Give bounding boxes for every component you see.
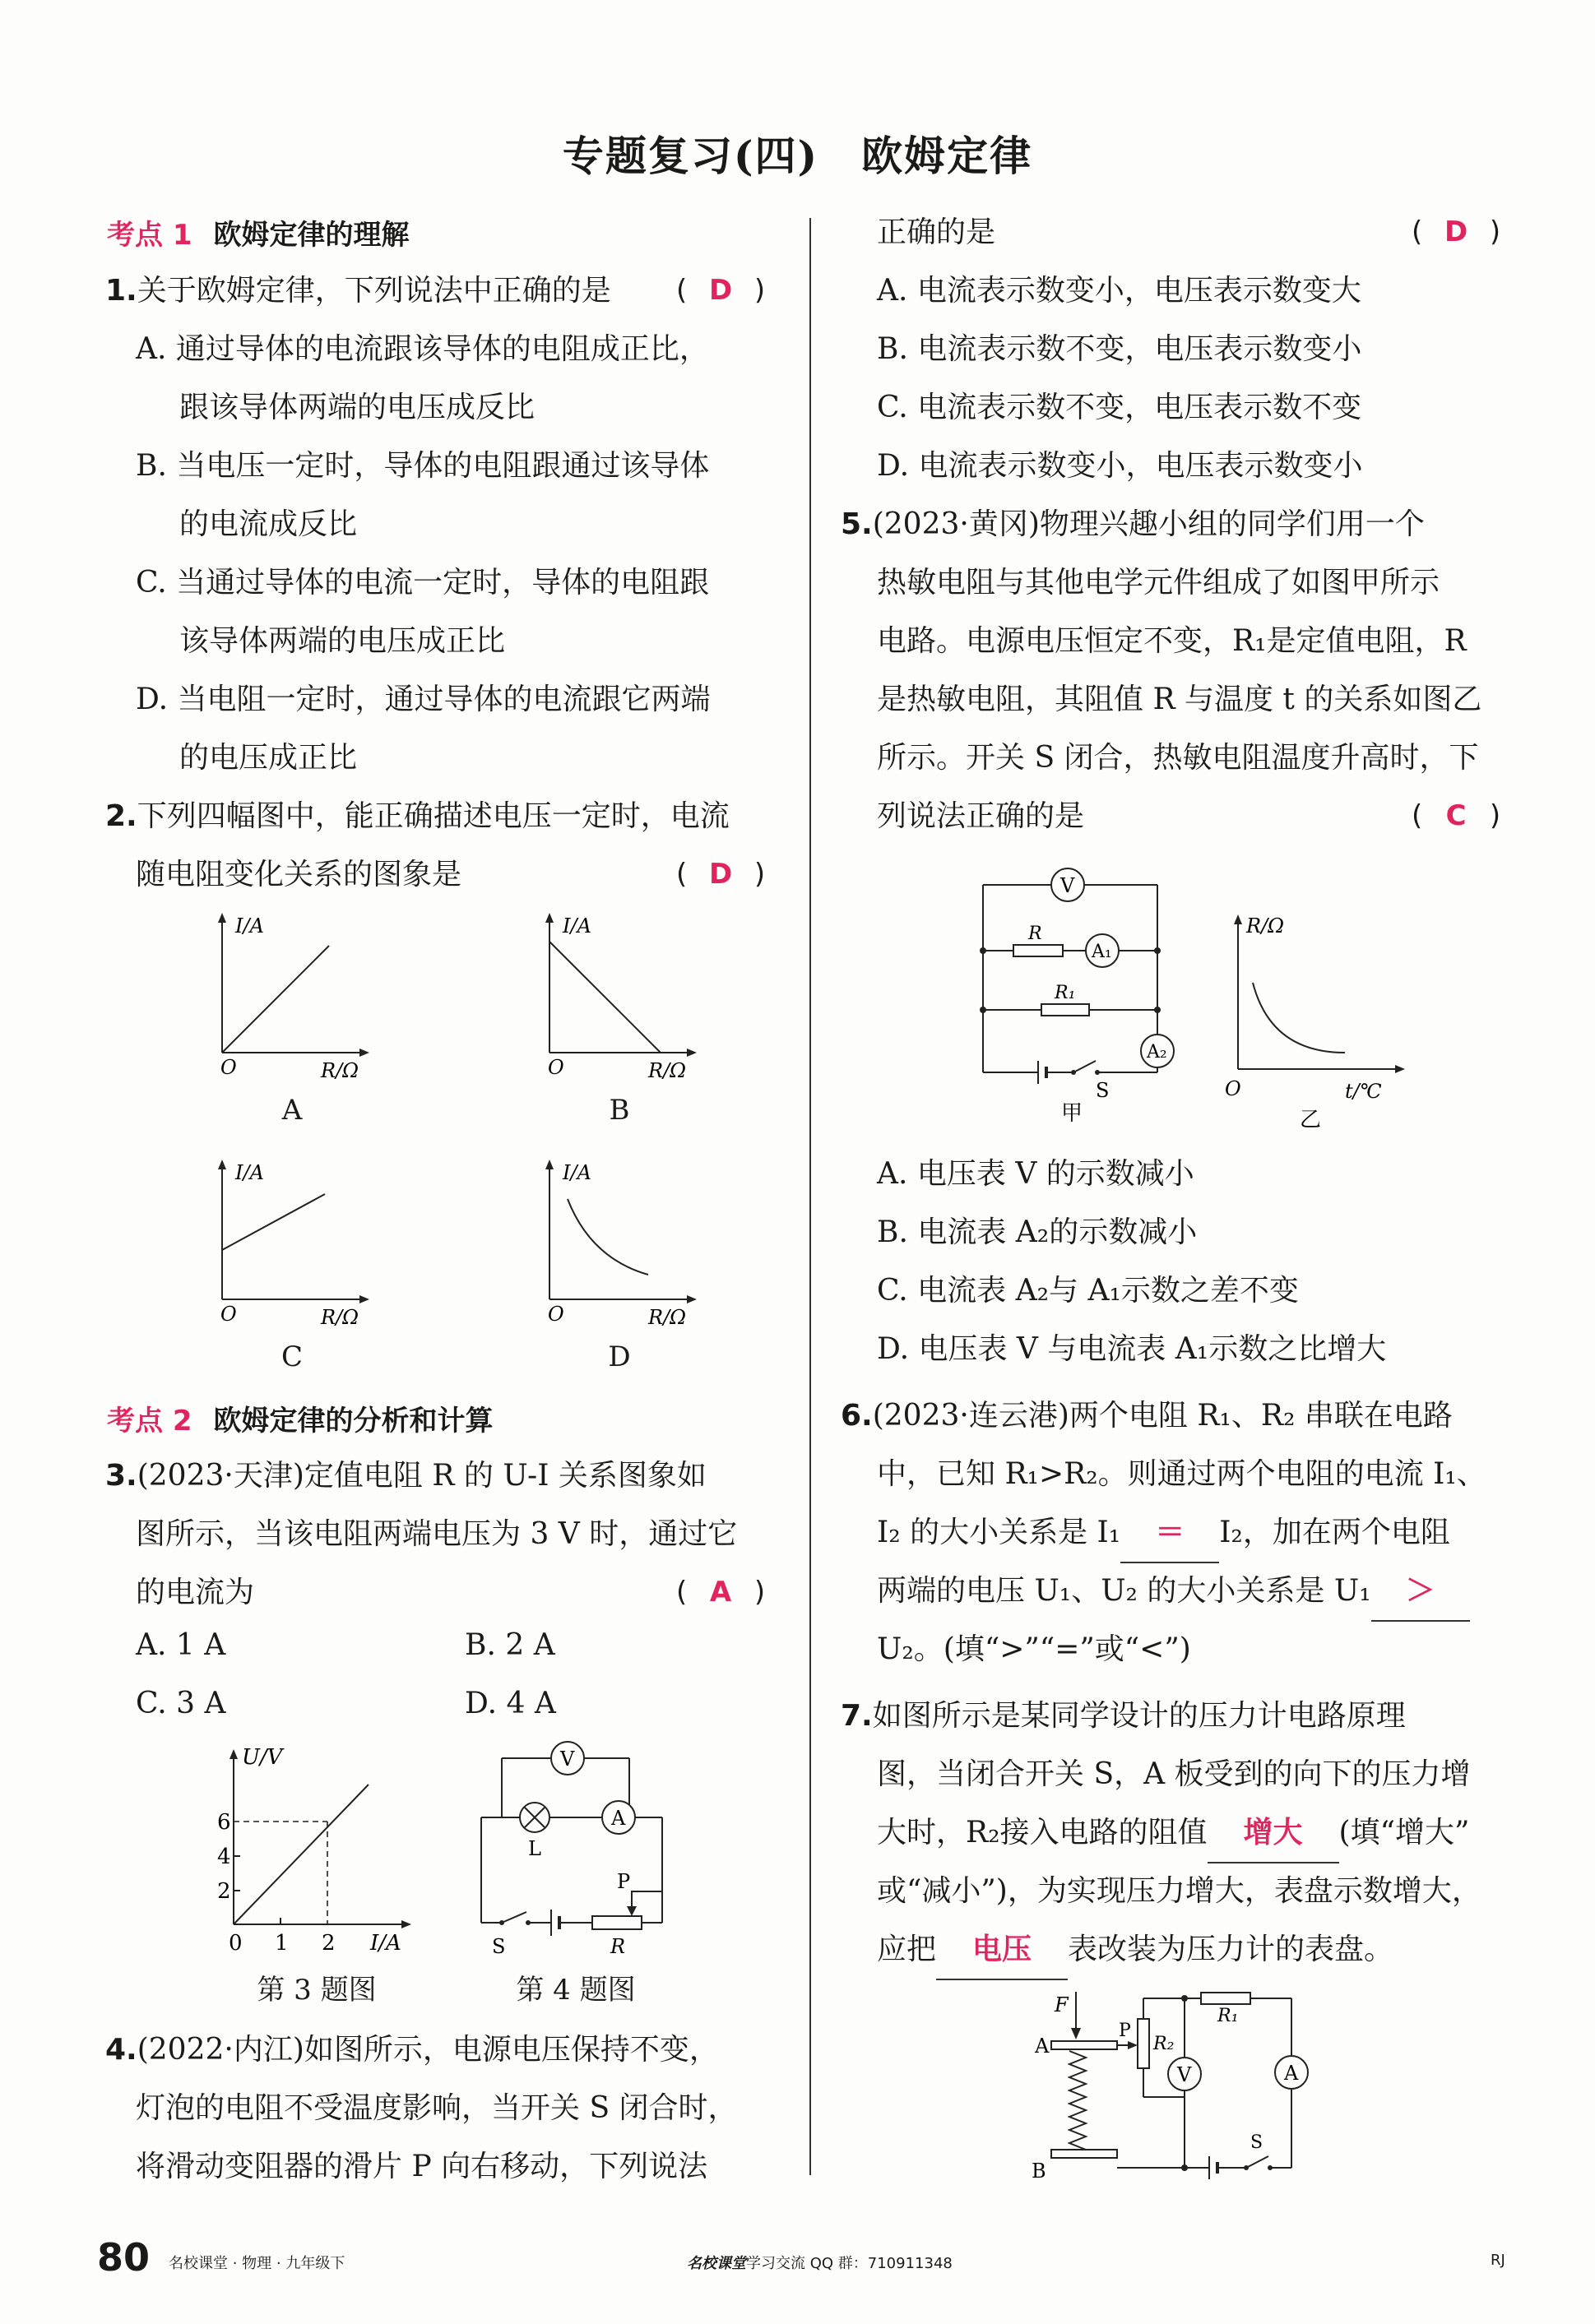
q2-stem-l2: 随电阻变化关系的图象是	[136, 858, 462, 891]
q7-stem-text-1: 如图所示是某同学设计的压力计电路原理	[872, 1699, 1406, 1733]
q1-option-b-l2: 的电流成反比	[179, 507, 358, 541]
q3-answer: A	[709, 1576, 732, 1609]
q2-graph-c-label: C	[281, 1340, 303, 1373]
footer-brand-line	[687, 2252, 953, 2273]
section-2-heading	[107, 1398, 494, 1438]
q2-graph-a	[206, 905, 370, 1086]
q3-graph-origin: 0	[229, 1931, 243, 1956]
footer-book-title: 名校课堂 · 物理 · 九年级下	[169, 2255, 345, 2272]
footer-brand: 名校课堂	[687, 2255, 746, 2272]
q4-option-a: A. 电流表示数变小，电压表示数变大	[877, 274, 1361, 308]
q5-stem-l2: 热敏电阻与其他电学元件组成了如图甲所示	[877, 566, 1440, 600]
q4-ammeter-label: A	[611, 1807, 626, 1830]
q4-figure-caption: 第 4 题图	[516, 1974, 636, 2007]
q7-switch-label: S	[1250, 2132, 1263, 2153]
q4-stem-text-1: (2022·内江)如图所示，电源电压保持不变，	[137, 2033, 719, 2067]
q4-switch-label: S	[492, 1935, 506, 1957]
q4-rheostat-label: R	[610, 1935, 626, 1957]
q4-number: 4.	[105, 2033, 137, 2067]
q1-answer-bracket: ( D )	[676, 262, 765, 320]
q2-graph-d	[533, 1151, 698, 1332]
q3-option-b: B. 2 A	[465, 1628, 555, 1662]
q2b-ylabel: I/A	[563, 914, 591, 937]
q4-answer-bracket: ( D )	[1412, 203, 1500, 262]
section-1-title: 欧姆定律的理解	[213, 219, 410, 252]
q7-r2-label: R₂	[1153, 2034, 1175, 2054]
q5-option-d: D. 电压表 V 与电流表 A₁示数之比增大	[877, 1332, 1387, 1366]
q2a-origin: O	[220, 1056, 237, 1079]
q7-plate-b-label: B	[1032, 2160, 1046, 2183]
q1-stem-text: 关于欧姆定律，下列说法中正确的是	[137, 274, 611, 308]
section-1-label: 考点 1	[107, 219, 192, 252]
section-2-title: 欧姆定律的分析和计算	[213, 1405, 494, 1437]
q7-stem-l3	[877, 1803, 1469, 1863]
q7-stem-l4: 或“减小”)，为实现压力增大，表盘示数增大，	[877, 1874, 1481, 1908]
footer-qq: 学习交流 QQ 群：710911348	[746, 2255, 953, 2272]
q1-option-a-l2: 跟该导体两端的电压成反比	[179, 391, 536, 424]
q6-stem-l5: U₂。(填“>”“=”或“<”)	[877, 1632, 1191, 1666]
q6-number: 6.	[841, 1399, 873, 1433]
q3-graph-xtick-2: 2	[322, 1931, 336, 1956]
q2d-origin: O	[548, 1303, 564, 1326]
q2c-origin: O	[220, 1303, 237, 1326]
q6-blank-voltage: ＞	[1371, 1562, 1470, 1622]
q6-stem-l4	[877, 1562, 1470, 1622]
q5-graph-origin: O	[1225, 1077, 1241, 1100]
q3-graph-ylabel: U/V	[242, 1745, 283, 1770]
q2-graph-b	[533, 905, 698, 1086]
q1-option-b-l1: B. 当电压一定时，导体的电阻跟通过该导体	[136, 449, 710, 483]
q5-graph-xlabel: t/℃	[1345, 1080, 1382, 1103]
q4-stem-l3: 将滑动变阻器的滑片 P 向右移动，下列说法	[136, 2150, 708, 2183]
q4-slider-label: P	[617, 1870, 631, 1893]
q7-ammeter-label: A	[1284, 2062, 1299, 2085]
q5-r1-label: R₁	[1055, 983, 1076, 1003]
q3-graph-ytick-2: 2	[217, 1879, 231, 1904]
q3-option-d: D. 4 A	[465, 1687, 556, 1720]
q5-number: 5.	[841, 507, 873, 541]
q5-fig-yi: 乙	[1300, 1108, 1322, 1132]
q7-text-3a: 大时，R₂接入电路的阻值	[877, 1816, 1208, 1849]
q2-answer-bracket: ( D )	[676, 845, 765, 904]
q5-a2-label: A₂	[1147, 1042, 1167, 1062]
q5-a1-label: A₁	[1092, 942, 1112, 962]
q4-option-c: C. 电流表示数不变，电压表示数不变	[877, 391, 1362, 424]
q1-option-a-l1: A. 通过导体的电流跟该导体的电阻成正比，	[136, 332, 709, 366]
q3-option-a: A. 1 A	[136, 1628, 226, 1662]
q1-option-d-l1: D. 当电阻一定时，通过导体的电流跟它两端	[136, 683, 711, 716]
q6-stem-l2: 中，已知 R₁>R₂。则通过两个电阻的电流 I₁、	[877, 1457, 1486, 1491]
q6-stem-l1	[841, 1387, 1453, 1445]
q7-text-5b: 表改装为压力计的表盘。	[1068, 1933, 1394, 1966]
q5-stem-text-1: (2023·黄冈)物理兴趣小组的同学们用一个	[872, 507, 1425, 541]
q3-stem-text-1: (2023·天津)定值电阻 R 的 U-I 关系图象如	[137, 1459, 707, 1493]
q2-graph-d-label: D	[608, 1340, 631, 1373]
q2-answer: D	[708, 858, 733, 891]
q5-stem-l5: 所示。开关 S 闭合，热敏电阻温度升高时，下	[877, 741, 1479, 775]
q2-number: 2.	[105, 799, 137, 833]
q5-answer-bracket: ( C )	[1412, 787, 1500, 845]
q7-force-label: F	[1055, 1993, 1069, 2016]
q2b-xlabel: R/Ω	[648, 1059, 687, 1082]
q7-circuit-diagram	[1020, 1982, 1349, 2187]
q7-text-3b: (填“增大”	[1338, 1816, 1470, 1849]
q6-text-4a: 两端的电压 U₁、U₂ 的大小关系是 U₁	[877, 1574, 1371, 1608]
q4-stem-l1	[105, 2021, 719, 2079]
q5-option-a: A. 电压表 V 的示数减小	[877, 1157, 1194, 1191]
page-number: 80	[97, 2235, 151, 2280]
page-title: 专题复习(四) 欧姆定律	[562, 132, 1033, 180]
q4-stem-l2: 灯泡的电阻不受温度影响，当开关 S 闭合时，	[136, 2091, 738, 2125]
q2-graph-a-label: A	[281, 1094, 303, 1127]
q7-voltmeter-label: V	[1177, 2063, 1192, 2086]
q2a-ylabel: I/A	[235, 914, 264, 937]
q6-text-3b: I₂，加在两个电阻	[1219, 1516, 1450, 1549]
q2-graph-b-label: B	[609, 1094, 630, 1127]
q5-option-b: B. 电流表 A₂的示数减小	[877, 1215, 1198, 1249]
q7-stem-l5	[877, 1920, 1393, 1980]
q4-stem-l4: 正确的是	[877, 215, 996, 249]
q5-stem-l4: 是热敏电阻，其阻值 R 与温度 t 的关系如图乙	[877, 683, 1482, 716]
q5-graph-ylabel: R/Ω	[1246, 914, 1285, 937]
q1-stem	[105, 262, 611, 320]
q5-fig-jia: 甲	[1061, 1101, 1083, 1126]
q2d-xlabel: R/Ω	[648, 1306, 687, 1329]
q3-stem-l3: 的电流为	[136, 1576, 255, 1609]
q3-graph-xtick-1: 1	[275, 1931, 289, 1956]
q1-option-d-l2: 的电压成正比	[179, 741, 358, 775]
q5-stem-l3: 电路。电源电压恒定不变，R₁是定值电阻，R	[877, 624, 1467, 658]
q2-stem-l1	[105, 787, 730, 845]
q5-stem-l1	[841, 495, 1425, 553]
footer-edition: RJ	[1491, 2252, 1505, 2269]
q2-graph-c	[206, 1151, 370, 1332]
q2b-origin: O	[548, 1056, 564, 1079]
q7-plate-a-label: A	[1035, 2035, 1050, 2058]
q3-figure-caption: 第 3 题图	[257, 1974, 377, 2007]
q6-text-3a: I₂ 的大小关系是 I₁	[877, 1516, 1121, 1549]
q1-answer: D	[708, 274, 733, 307]
q5-switch-label: S	[1096, 1079, 1110, 1102]
q5-option-c: C. 电流表 A₂与 A₁示数之差不变	[877, 1274, 1299, 1308]
q6-stem-text-1: (2023·连云港)两个电阻 R₁、R₂ 串联在电路	[872, 1399, 1453, 1433]
q3-option-c: C. 3 A	[136, 1687, 226, 1720]
q2c-xlabel: R/Ω	[321, 1306, 359, 1329]
q7-stem-l1	[841, 1687, 1406, 1745]
q3-answer-bracket: ( A )	[676, 1563, 765, 1622]
q3-stem-l1	[105, 1447, 707, 1505]
section-1-heading	[107, 212, 410, 252]
q1-option-c-l1: C. 当通过导体的电流一定时，导体的电阻跟	[136, 566, 710, 600]
q1-number: 1.	[105, 274, 137, 308]
q4-option-d: D. 电流表示数变小，电压表示数变小	[877, 449, 1363, 483]
q4-circuit-diagram	[469, 1735, 683, 1957]
q4-voltmeter-label: V	[560, 1748, 575, 1771]
q5-voltmeter-label: V	[1060, 874, 1075, 897]
q3-graph-ytick-6: 6	[217, 1810, 231, 1835]
q4-answer: D	[1444, 215, 1468, 248]
q7-stem-l2: 图，当闭合开关 S，A 板受到的向下的压力增	[877, 1757, 1471, 1791]
q7-number: 7.	[841, 1699, 873, 1733]
q4-lamp-label: L	[528, 1837, 541, 1860]
q7-r1-label: R₁	[1217, 2006, 1239, 2026]
q5-circuit-diagram	[962, 855, 1176, 1127]
q7-blank-resistance: 增大	[1208, 1803, 1339, 1863]
q7-slider-label: P	[1119, 2021, 1131, 2041]
q5-r-label: R	[1028, 924, 1042, 944]
q2d-ylabel: I/A	[563, 1161, 591, 1184]
column-divider	[809, 218, 811, 2175]
q3-stem-l2: 图所示，当该电阻两端电压为 3 V 时，通过它	[136, 1517, 738, 1551]
q7-text-5a: 应把	[877, 1933, 937, 1966]
q3-graph-ytick-4: 4	[217, 1845, 231, 1869]
q2-stem-text-1: 下列四幅图中，能正确描述电压一定时，电流	[137, 799, 730, 833]
section-2-label: 考点 2	[107, 1405, 192, 1437]
q5-r-t-graph	[1213, 905, 1419, 1135]
q3-ui-graph	[206, 1739, 428, 1961]
q6-blank-current: ＝	[1120, 1503, 1219, 1563]
q2c-ylabel: I/A	[235, 1161, 264, 1184]
q3-number: 3.	[105, 1459, 137, 1493]
q7-blank-meter: 电压	[936, 1920, 1068, 1980]
q4-option-b: B. 电流表示数不变，电压表示数变小	[877, 332, 1362, 366]
q6-stem-l3	[877, 1503, 1450, 1563]
q3-graph-xlabel: I/A	[370, 1931, 401, 1956]
q5-answer: C	[1445, 799, 1467, 832]
q2a-xlabel: R/Ω	[321, 1059, 359, 1082]
q5-stem-l6: 列说法正确的是	[877, 799, 1085, 833]
q1-option-c-l2: 该导体两端的电压成正比	[179, 624, 506, 658]
